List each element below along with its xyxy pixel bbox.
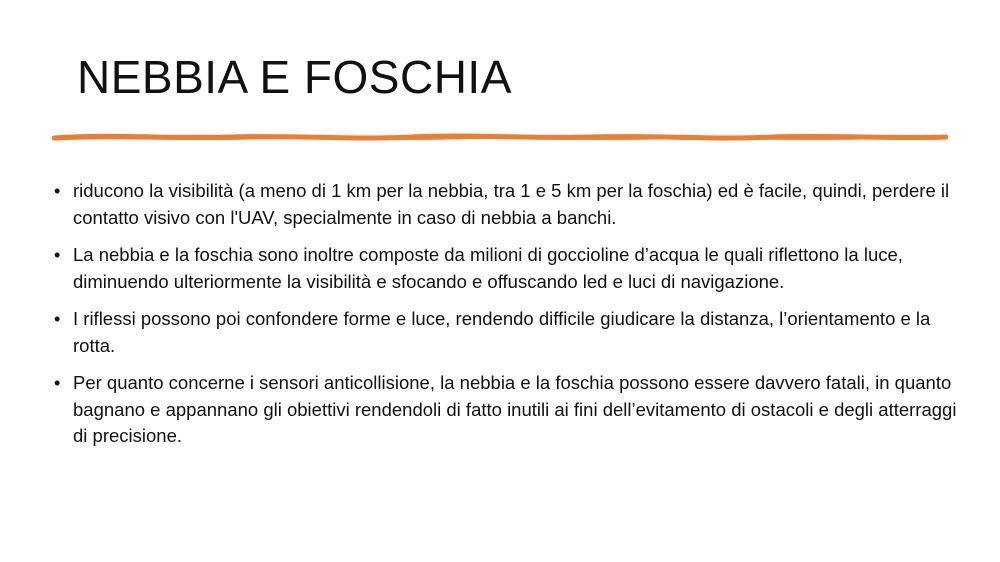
underline-stroke-thin	[56, 137, 944, 139]
bullet-item	[52, 178, 957, 231]
bullet-item	[52, 242, 957, 295]
bullet-marker: •	[54, 373, 61, 393]
slide-title: NEBBIA E FOSCHIA	[77, 51, 512, 103]
bullet-text: La nebbia e la foschia sono inoltre composte da milioni di goccioline d’acqua le quali riflettono la luce, diminuendo ulteriormente la visibilità e sfocando e offuscando led e luci di navigazione.	[73, 244, 903, 292]
bullet-text: Per quanto concerne i sensori anticollisione, la nebbia e la foschia possono essere davvero fatali, in quanto bagnano e appannano gli obiettivi rendendoli di fatto inutili ai fini dell’evitamento di ostacoli e degli atterraggi di precisione.	[73, 372, 957, 446]
bullet-marker: •	[54, 181, 61, 201]
bullet-marker: •	[54, 309, 61, 329]
bullet-item	[52, 370, 957, 450]
bullet-text: I riflessi possono poi confondere forme e luce, rendendo difficile giudicare la distanza, l’orientamento e la rotta.	[73, 308, 931, 356]
title-underline	[52, 128, 948, 148]
bullet-marker: •	[54, 245, 61, 265]
bullet-list	[52, 178, 957, 461]
bullet-text: riducono la visibilità (a meno di 1 km per la nebbia, tra 1 e 5 km per la foschia) ed è facile, quindi, perdere il contatto visivo con l'UAV, specialmente in caso di nebbia a banchi.	[73, 180, 950, 228]
bullet-item	[52, 306, 957, 359]
